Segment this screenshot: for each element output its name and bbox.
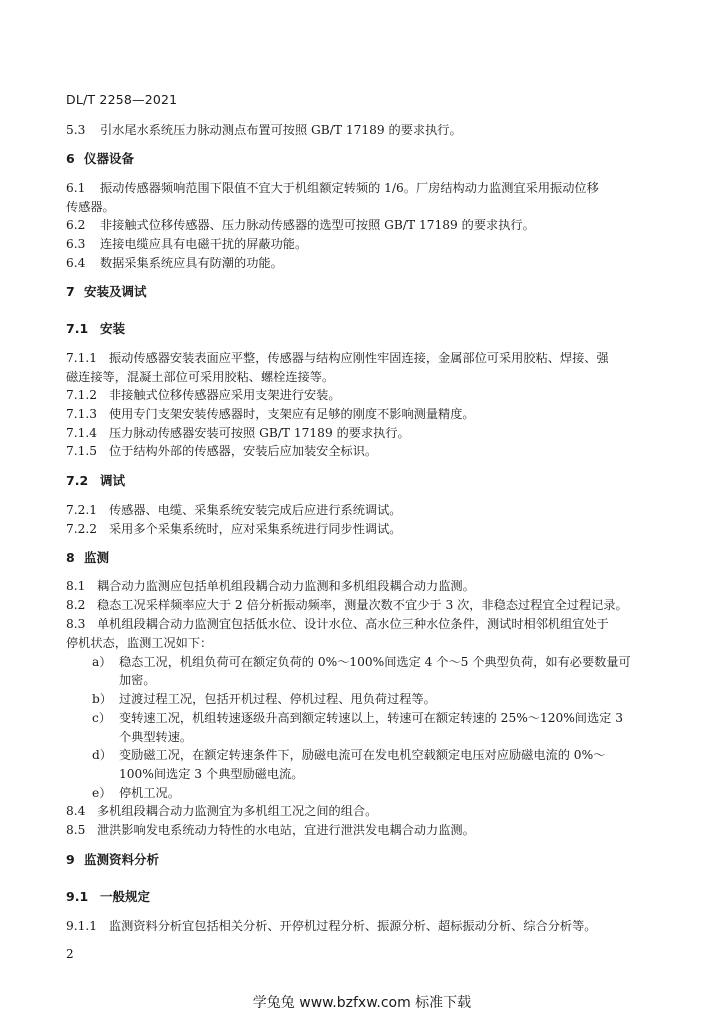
clause-6-4: 6.4 数据采集系统应具有防潮的功能。 [66,256,283,270]
clause-7-1-1-cont: 磁连接等，混凝土部位可采用胶粘、螺栓连接等。 [66,370,335,384]
subsection-heading-9-1: 9.1 一般规定 [66,889,151,904]
list-item-b: b） 过渡过程工况，包括开机过程、停机过程、甩负荷过程等。 [92,692,436,706]
list-item-d: d） 变励磁工况，在额定转速条件下，励磁电流可在发电机空载额定电压对应励磁电流的 0%～ [92,748,606,762]
clause-7-1-4: 7.1.4 压力脉动传感器安装可按照 GB/T 17189 的要求执行。 [66,426,410,440]
section-heading-7: 7 安装及调试 [66,284,147,299]
clause-8-1: 8.1 耦合动力监测应包括单机组段耦合动力监测和多机组段耦合动力监测。 [66,579,475,593]
section-heading-9: 9 监测资料分析 [66,852,160,867]
clause-7-1-1: 7.1.1 振动传感器安装表面应平整，传感器与结构应刚性牢固连接，金属部位可采用胶粘、焊接、强 [66,351,609,365]
clause-7-1-5: 7.1.5 位于结构外部的传感器，安装后应加装安全标识。 [66,444,378,458]
list-item-e: e） 停机工况。 [92,786,180,800]
clause-8-3-cont: 停机状态，监测工况如下： [66,636,213,650]
clause-8-4: 8.4 多机组段耦合动力监测宜为多机组工况之间的组合。 [66,804,378,818]
clause-7-2-1: 7.2.1 传感器、电缆、采集系统安装完成后应进行系统调试。 [66,503,402,517]
list-item-c: c） 变转速工况，机组转速逐级升高到额定转速以上，转速可在额定转速的 25%～120%间选定 3 [92,711,623,725]
clause-8-2: 8.2 稳态工况采样频率应大于 2 倍分析振动频率，测量次数不宜少于 3 次，非稳态过程宜全过程记录。 [66,598,628,612]
clause-6-1: 6.1 振动传感器频响范围下限值不宜大于机组额定转频的 1/6。厂房结构动力监测宜采用振动位移 [66,181,599,195]
section-heading-8: 8 监测 [66,550,110,565]
clause-7-1-3: 7.1.3 使用专门支架安装传感器时，支架应有足够的刚度不影响测量精度。 [66,407,475,421]
subsection-heading-7-1: 7.1 安装 [66,321,126,336]
page-number: 2 [66,947,74,961]
list-item-a: a） 稳态工况，机组负荷可在额定负荷的 0%～100%间选定 4 个～5 个典型负荷，如有必要数量可 [92,655,631,669]
clause-8-3: 8.3 单机组段耦合动力监测宜包括低水位、设计水位、高水位三种水位条件，测试时相邻机组宜处于 [66,617,609,631]
subsection-heading-7-2: 7.2 调试 [66,473,126,488]
clause-6-2: 6.2 非接触式位移传感器、压力脉动传感器的选型可按照 GB/T 17189 的要求执行。 [66,218,535,232]
footer-watermark: 学兔兔 www.bzfxw.com 标准下载 [252,995,472,1011]
clause-7-1-2: 7.1.2 非接触式位移传感器应采用支架进行安装。 [66,388,341,402]
list-item-d-cont: 100%间选定 3 个典型励磁电流。 [119,767,304,781]
list-item-a-cont: 加密。 [119,673,156,687]
clause-7-2-2: 7.2.2 采用多个采集系统时，应对采集系统进行同步性调试。 [66,522,402,536]
section-heading-6: 6 仪器设备 [66,151,135,166]
clause-6-1-cont: 传感器。 [66,200,115,214]
clause-5-3: 5.3 引水尾水系统压力脉动测点布置可按照 GB/T 17189 的要求执行。 [66,123,462,137]
document-code-header: DL/T 2258—2021 [66,92,178,107]
list-item-c-cont: 个典型转速。 [119,730,193,744]
clause-8-5: 8.5 泄洪影响发电系统动力特性的水电站，宜进行泄洪发电耦合动力监测。 [66,823,475,837]
clause-6-3: 6.3 连接电缆应具有电磁干扰的屏蔽功能。 [66,237,308,251]
clause-9-1-1: 9.1.1 监测资料分析宜包括相关分析、开停机过程分析、振源分析、超标振动分析、综合分析等。 [66,919,597,933]
